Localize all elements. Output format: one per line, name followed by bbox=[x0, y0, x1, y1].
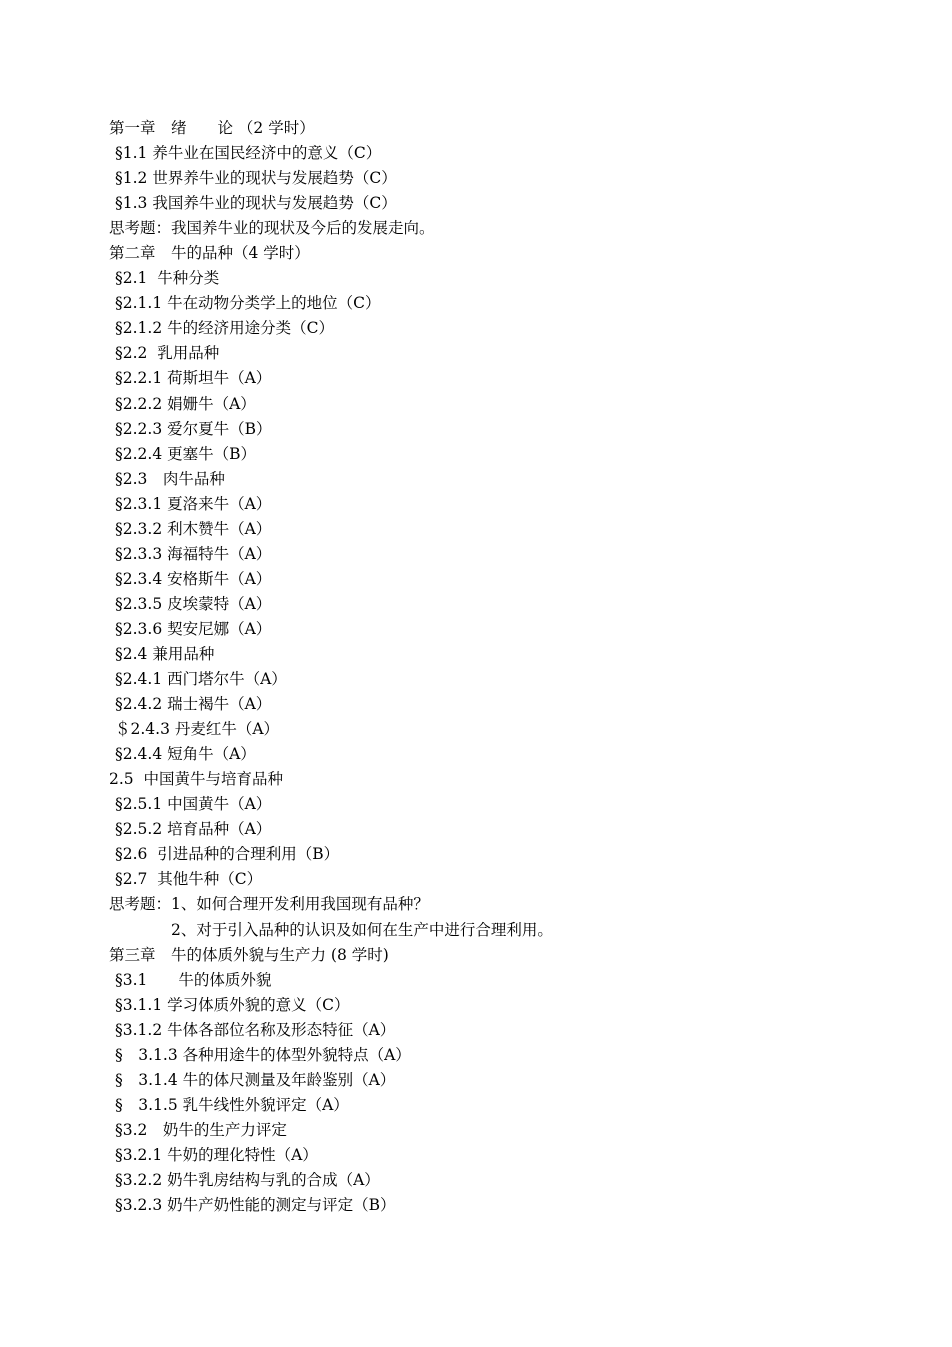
section-line: §3.1 牛的体质外貌 bbox=[115, 970, 272, 989]
section-line: §1.2 世界养牛业的现状与发展趋势（C） bbox=[115, 169, 397, 188]
section-line: §2.4.1 西门塔尔牛（A） bbox=[115, 670, 287, 689]
chapter-2-heading: 第二章 牛的品种（4 学时） bbox=[109, 244, 310, 263]
section-line: §3.1.1 学习体质外貌的意义（C） bbox=[115, 995, 350, 1014]
section-line: §2.2.1 荷斯坦牛（A） bbox=[115, 369, 272, 388]
section-line: §1.3 我国养牛业的现状与发展趋势（C） bbox=[115, 194, 397, 213]
chapter-3-heading: 第三章 牛的体质外貌与生产力 (8 学时) bbox=[109, 945, 389, 964]
chapter-1-heading: 第一章 绪 论 （2 学时） bbox=[109, 119, 315, 137]
section-line: §2.1 牛种分类 bbox=[115, 269, 220, 288]
section-line: §3.1.2 牛体各部位名称及形态特征（A） bbox=[115, 1020, 396, 1039]
section-line: §2.5.1 中国黄牛（A） bbox=[115, 795, 272, 814]
section-line: §2.4.4 短角牛（A） bbox=[115, 745, 256, 764]
section-line: § 3.1.5 乳牛线性外貌评定（A） bbox=[115, 1095, 349, 1114]
section-line: §2.1.2 牛的经济用途分类（C） bbox=[115, 319, 334, 338]
section-line: §2.4.2 瑞士褐牛（A） bbox=[115, 695, 272, 714]
section-line: §3.2.3 奶牛产奶性能的测定与评定（B） bbox=[115, 1196, 396, 1215]
section-line: §2.7 其他牛种（C） bbox=[115, 870, 263, 889]
section-line: §3.2.1 牛奶的理化特性（A） bbox=[115, 1145, 318, 1164]
section-line: §3.2.2 奶牛乳房结构与乳的合成（A） bbox=[115, 1170, 380, 1189]
discussion-question: 思考题：我国养牛业的现状及今后的发展走向。 bbox=[109, 219, 435, 238]
syllabus-text bbox=[109, 116, 869, 1218]
section-line: §2.2 乳用品种 bbox=[115, 344, 220, 363]
discussion-question: 2、对于引入品种的认识及如何在生产中进行合理利用。 bbox=[109, 920, 553, 939]
section-line: 2.5 中国黄牛与培育品种 bbox=[109, 770, 284, 789]
section-line: §2.3.6 契安尼娜（A） bbox=[115, 619, 272, 638]
section-line: §2.3.2 利木赞牛（A） bbox=[115, 519, 272, 538]
section-line: §2.3 肉牛品种 bbox=[115, 469, 225, 488]
section-line: §2.3.5 皮埃蒙特（A） bbox=[115, 594, 272, 613]
section-line: §2.2.3 爱尔夏牛（B） bbox=[115, 419, 272, 438]
section-line: §2.2.4 更塞牛（B） bbox=[115, 444, 257, 463]
section-line: § 3.1.3 各种用途牛的体型外貌特点（A） bbox=[115, 1045, 411, 1064]
section-line: §1.1 养牛业在国民经济中的意义（C） bbox=[115, 144, 382, 163]
section-line: §2.6 引进品种的合理利用（B） bbox=[115, 845, 340, 864]
section-line: §2.5.2 培育品种（A） bbox=[115, 820, 272, 839]
section-line: §2.2.2 娟姗牛（A） bbox=[115, 394, 256, 413]
section-line: §2.3.4 安格斯牛（A） bbox=[115, 569, 272, 588]
section-line: §2.3.3 海福特牛（A） bbox=[115, 544, 272, 563]
section-line: ＄2.4.3 丹麦红牛（A） bbox=[115, 720, 280, 739]
section-line: §3.2 奶牛的生产力评定 bbox=[115, 1120, 287, 1139]
section-line: §2.3.1 夏洛来牛（A） bbox=[115, 494, 272, 513]
section-line: §2.1.1 牛在动物分类学上的地位（C） bbox=[115, 294, 381, 313]
section-line: § 3.1.4 牛的体尺测量及年龄鉴别（A） bbox=[115, 1070, 396, 1089]
discussion-question: 思考题：1、如何合理开发利用我国现有品种？ bbox=[109, 895, 429, 914]
section-line: §2.4 兼用品种 bbox=[115, 644, 215, 663]
